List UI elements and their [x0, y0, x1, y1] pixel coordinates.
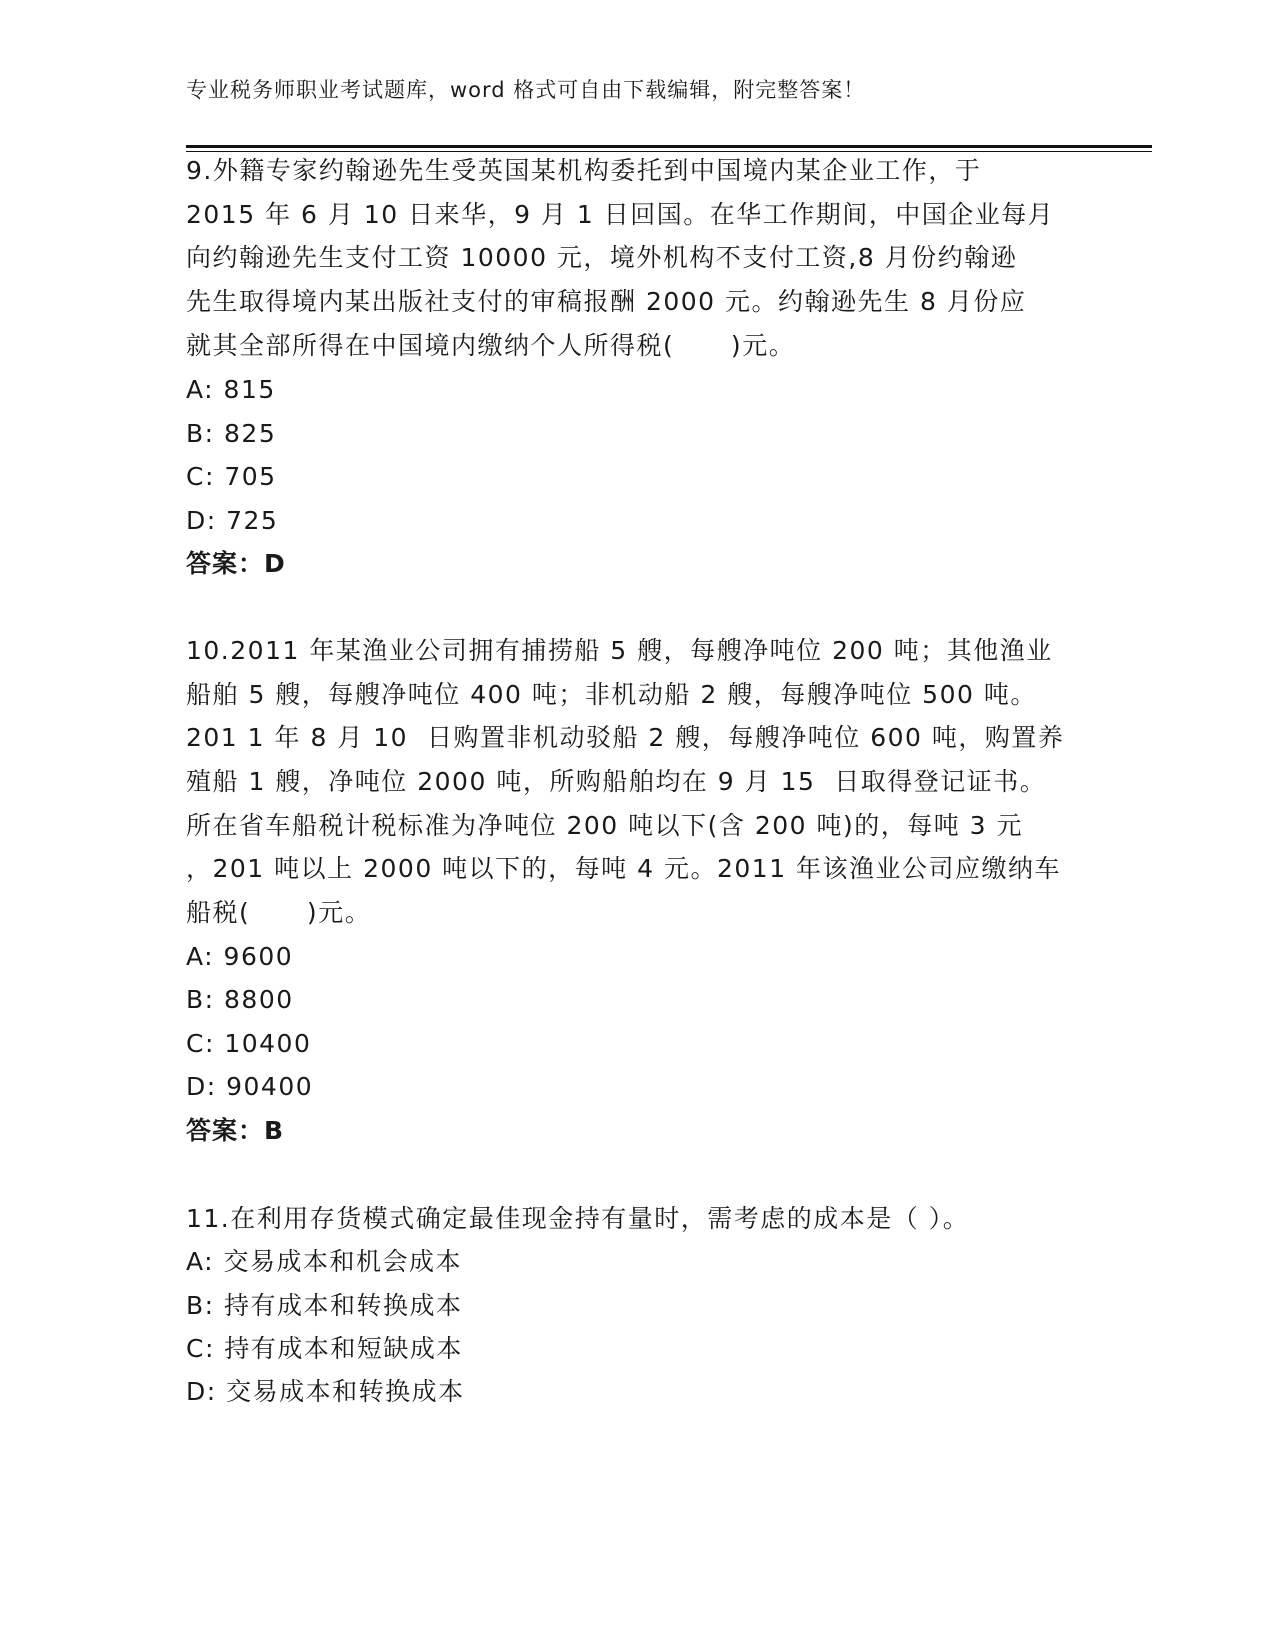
- question-9-line-3: 向约翰逊先生支付工资 10000 元，境外机构不支付工资,8 月份约翰逊: [186, 243, 1018, 272]
- question-9-line-4: 先生取得境内某出版社支付的审稿报酬 2000 元。约翰逊先生 8 月份应: [186, 287, 1027, 316]
- question-11-line-1: 11.在利用存货模式确定最佳现金持有量时，需考虑的成本是（ ）。: [186, 1204, 970, 1233]
- question-11-option-c: C: 持有成本和短缺成本: [186, 1334, 463, 1363]
- question-10-line-6: ，201 吨以上 2000 吨以下的，每吨 4 元。2011 年该渔业公司应缴纳车: [186, 854, 1062, 883]
- question-9-option-a: A: 815: [186, 375, 276, 404]
- header-rule-thin: [186, 151, 1152, 152]
- question-10-answer: 答案：B: [186, 1116, 285, 1145]
- question-10-line-1: 10.2011 年某渔业公司拥有捕捞船 5 艘，每艘净吨位 200 吨；其他渔业: [186, 636, 1053, 665]
- question-9-answer: 答案：D: [186, 549, 286, 578]
- question-9-line-5: 就其全部所得在中国境内缴纳个人所得税( )元。: [186, 331, 796, 360]
- question-10-line-3: 201 1 年 8 月 10 日购置非机动驳船 2 艘，每艘净吨位 600 吨，购置养: [186, 723, 1065, 752]
- question-9-option-d: D: 725: [186, 506, 279, 535]
- question-10-line-7: 船税( )元。: [186, 898, 372, 927]
- header-rule-thick: [186, 145, 1152, 148]
- question-10-option-b: B: 8800: [186, 985, 294, 1014]
- question-10-option-c: C: 10400: [186, 1029, 312, 1058]
- question-11-option-d: D: 交易成本和转换成本: [186, 1377, 465, 1406]
- question-9-option-b: B: 825: [186, 419, 277, 448]
- question-10-option-d: D: 90400: [186, 1072, 314, 1101]
- page-header: 专业税务师职业考试题库，word 格式可自由下载编辑，附完整答案！: [186, 78, 866, 102]
- question-9-option-c: C: 705: [186, 462, 277, 491]
- question-11-option-a: A: 交易成本和机会成本: [186, 1247, 463, 1276]
- question-10-line-4: 殖船 1 艘，净吨位 2000 吨，所购船舶均在 9 月 15 日取得登记证书。: [186, 767, 1047, 796]
- question-9-line-2: 2015 年 6 月 10 日来华，9 月 1 日回国。在华工作期间，中国企业每月: [186, 200, 1055, 229]
- question-9-line-1: 9.外籍专家约翰逊先生受英国某机构委托到中国境内某企业工作，于: [186, 156, 982, 185]
- question-10-line-2: 船舶 5 艘，每艘净吨位 400 吨；非机动船 2 艘，每艘净吨位 500 吨。: [186, 680, 1037, 709]
- question-10-line-5: 所在省车船税计税标准为净吨位 200 吨以下(含 200 吨)的，每吨 3 元: [186, 811, 1024, 840]
- question-11-option-b: B: 持有成本和转换成本: [186, 1291, 463, 1320]
- question-10-option-a: A: 9600: [186, 942, 294, 971]
